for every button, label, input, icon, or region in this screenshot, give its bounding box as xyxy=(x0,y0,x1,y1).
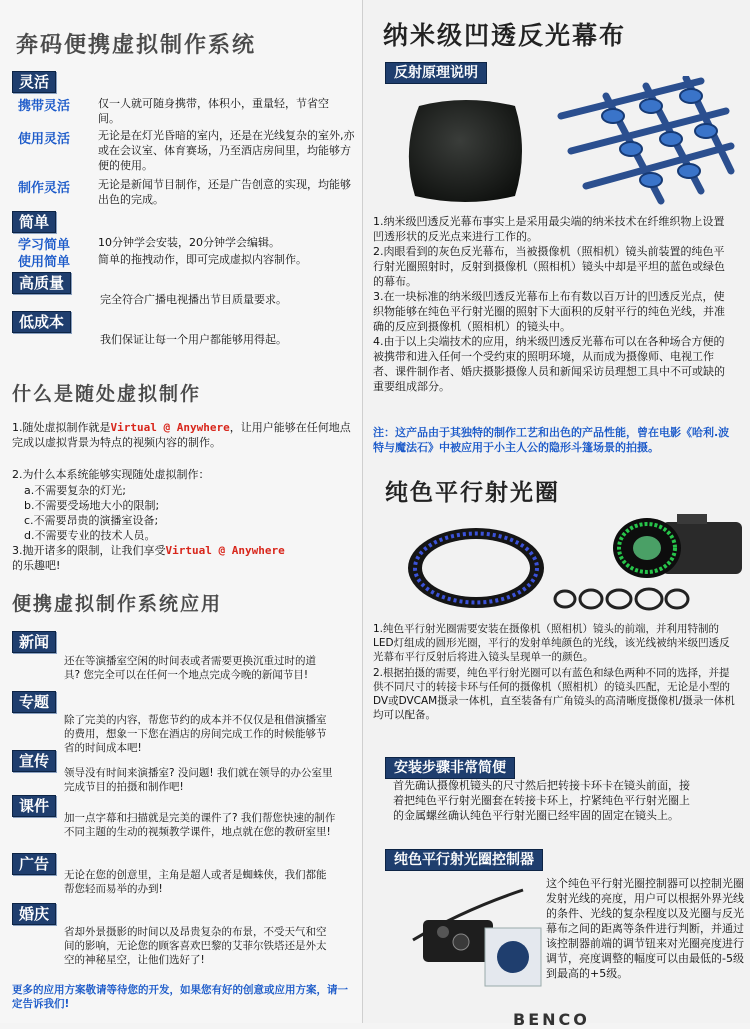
section-header-quality: 高质量 xyxy=(12,272,71,294)
brand-virtual-anywhere-2: Virtual @ Anywhere xyxy=(165,544,285,557)
app-header-wedding: 婚庆 xyxy=(12,903,56,925)
ring-point-1: 1.纯色平行射光圈需要安装在摄像机（照相机）镜头的前端，并利用特制的LED灯组成的圆形光圈，平行的发射单纯颜色的光线，该光线被纳米级凹透反光幕布平行反射后将进入镜头呈现单一的颜色。 xyxy=(373,623,730,663)
section-header-lowcost: 低成本 xyxy=(12,311,71,333)
what-point-3 xyxy=(12,543,357,573)
film-note: 注：这产品由于其独特的制作工艺和出色的产品性能，曾在电影《哈利.波特与魔法石》中被应用于小主人公的隐形斗篷场景的拍摄。 xyxy=(373,426,730,454)
install-header: 安装步骤非常简便 xyxy=(385,757,515,779)
controller-image xyxy=(403,880,543,990)
right-main-title: 纳米级凹透反光幕布 xyxy=(383,21,627,50)
what-sub-a: a.不需要复杂的灯光; xyxy=(24,484,126,497)
install-text: 首先确认摄像机镜头的尺寸然后把转接卡环卡在镜头前面，接着把纯色平行射光圈套在转接卡环上，拧紧纯色平行射光圈上的金属螺丝确认纯色平行射光圈已经牢固的固定在镜头上。 xyxy=(393,779,690,822)
what-point-2: 2.为什么本系统能够实现随处虚拟制作： xyxy=(12,468,210,481)
reflect-header: 反射原理说明 xyxy=(385,62,487,84)
what-point-1 xyxy=(12,420,352,450)
ring-points xyxy=(373,622,739,722)
right-column xyxy=(363,0,750,1029)
app-header-courseware: 课件 xyxy=(12,795,56,817)
app-header-feature: 专题 xyxy=(12,691,56,713)
controller-header: 纯色平行射光圈控制器 xyxy=(385,849,543,871)
text-use-simple: 简单的拖拽动作，即可完成虚拟内容制作。 xyxy=(98,253,307,266)
app-header-ads: 广告 xyxy=(12,853,56,875)
section-header-simple: 简单 xyxy=(12,211,56,233)
app-text-ads: 无论在您的创意里，主角是超人或者是蜘蛛侠，我们都能帮您轻而易举的办到! xyxy=(64,869,327,895)
reflect-point-4: 4.由于以上尖端技术的应用，纳米级凹透反光幕布可以在各种场合方便的被携带和进入任何一个受约束的照明环境，从而成为摄像师、电视工作者、课件制作者、婚庆摄影摄像人员和新闻采访员理想工具中不可或缺的重要组成部分。 xyxy=(373,335,725,393)
left-column xyxy=(0,0,363,1023)
text-make-flexible: 无论是新闻节目制作，还是广告创意的实现，均能够出色的完成。 xyxy=(98,178,351,206)
app-text-promo: 领导没有时间来演播室? 没问题! 我们就在领导的办公室里完成节目的拍摄和制作吧! xyxy=(64,767,333,793)
what-sublist xyxy=(24,483,344,543)
app-header-news: 新闻 xyxy=(12,631,56,653)
text-quality: 完全符合广播电视播出节目质量要求。 xyxy=(100,293,287,306)
section-header-flexible: 灵活 xyxy=(12,71,56,93)
label-learn-simple: 学习简单 xyxy=(18,238,71,253)
brand-virtual-anywhere: Virtual @ Anywhere xyxy=(110,421,230,434)
what-p3-pre: 3.抛开诸多的限制，让我们享受 xyxy=(12,544,166,557)
left-footer: 更多的应用方案敬请等待您的开发，如果您有好的创意或应用方案，请一定告诉我们! xyxy=(12,984,348,1010)
left-main-title: 奔码便携虚拟制作系统 xyxy=(16,32,257,58)
adapter-rings-image xyxy=(551,586,691,612)
app-text-wedding: 省却外景摄影的时间以及昂贵复杂的布景，不受天气和空间的影响，无论您的顾客喜欢巴黎的艾菲尔铁塔还是外太空的神秘星空，让他们选好了! xyxy=(64,926,327,966)
what-p1-pre: 1.随处虚拟制作就是 xyxy=(12,421,111,434)
reflective-screen-image xyxy=(405,96,525,206)
reflect-point-3: 3.在一块标准的纳米级凹透反光幕布上布有数以百万计的凹透反光点，使织物能够在纯色平行射光圈的照射下大面积的反射平行的纯色光线，并准确的反应到摄像机（照相机）的镜头中。 xyxy=(373,290,725,333)
label-use-flexible: 使用灵活 xyxy=(18,132,71,147)
controller-text: 这个纯色平行射光圈控制器可以控制光圈发射光线的亮度，用户可以根据外界光线的条件、光线的复杂程度以及光圈与反光幕布之间的距离等条件进行判断，并通过该控制器前端的调节钮来对光圈亮度进行调节，亮度调整的幅度可以由最低的-5级到最高的+5级。 xyxy=(546,877,744,980)
app-title: 便携虚拟制作系统应用 xyxy=(12,593,223,615)
app-text-feature: 除了完美的内容，帮您节约的成本并不仅仅是租借演播室的费用，想象一下您在酒店的房间完成工作的时候能够节省的时间成本吧! xyxy=(64,714,327,754)
app-text-courseware: 加一点字幕和扫描就是完美的课件了? 我们帮您快速的制作不同主题的生动的视频教学课件，地点就在您的教研室里! xyxy=(64,812,336,838)
reflect-point-1: 1.纳米级凹透反光幕布事实上是采用最尖端的纳米技术在纤维织物上设置凹透形状的反光点来进行工作的。 xyxy=(373,215,725,243)
what-p1-post: ，让用户能够在任何地点完成以虚拟背景为特点的视频内容的制作。 xyxy=(12,421,351,449)
camera-green-ring-image xyxy=(607,508,745,586)
label-carry-flexible: 携带灵活 xyxy=(18,99,71,114)
text-use-flexible: 无论是在灯光昏暗的室内，还是在光线复杂的室外,亦或在会议室、体育赛场，乃至酒店房间里，均能够方便的使用。 xyxy=(98,129,355,172)
text-lowcost: 我们保证让每一个用户都能够用得起。 xyxy=(100,333,287,346)
reflect-points xyxy=(373,214,735,394)
what-sub-b: b.不需要受场地大小的限制; xyxy=(24,499,160,512)
label-use-simple: 使用简单 xyxy=(18,255,71,270)
led-ring-image xyxy=(401,518,551,623)
what-title: 什么是随处虚拟制作 xyxy=(12,383,202,405)
ring-title: 纯色平行射光圈 xyxy=(385,479,560,506)
bottom-logo: BENCO xyxy=(513,1010,590,1029)
label-make-flexible: 制作灵活 xyxy=(18,181,71,196)
reflective-dots-diagram xyxy=(551,76,736,206)
app-text-news: 还在等演播室空闲的时间表或者需要更换沉重过时的道具? 您完全可以在任何一个地点完成今晚的新闻节目! xyxy=(64,655,316,681)
text-carry-flexible: 仅一人就可随身携带，体积小，重量轻，节省空间。 xyxy=(98,97,329,125)
what-p3-post: 的乐趣吧! xyxy=(12,559,61,572)
reflect-point-2: 2.肉眼看到的灰色反光幕布，当被摄像机（照相机）镜头前装置的纯色平行射光圈照射时，反射到摄像机（照相机）镜头中却是平坦的蓝色或绿色的幕布。 xyxy=(373,245,725,288)
text-learn-simple: 10分钟学会安装，20分钟学会编辑。 xyxy=(98,236,280,249)
what-sub-c: c.不需要昂贵的演播室设备; xyxy=(24,514,159,527)
ring-point-2: 2.根据拍摄的需要，纯色平行射光圈可以有蓝色和绿色两种不同的选择，并提供不同尺寸的转接卡环与任何的摄像机（照相机）的镜头匹配，无论是小型的DV或DVCAM摄录一体机，直至装备有广角镜头的高清晰度摄像机/摄录一体机均可以配备。 xyxy=(373,667,735,721)
app-header-promo: 宣传 xyxy=(12,750,56,772)
what-sub-d: d.不需要专业的技术人员。 xyxy=(24,529,156,542)
